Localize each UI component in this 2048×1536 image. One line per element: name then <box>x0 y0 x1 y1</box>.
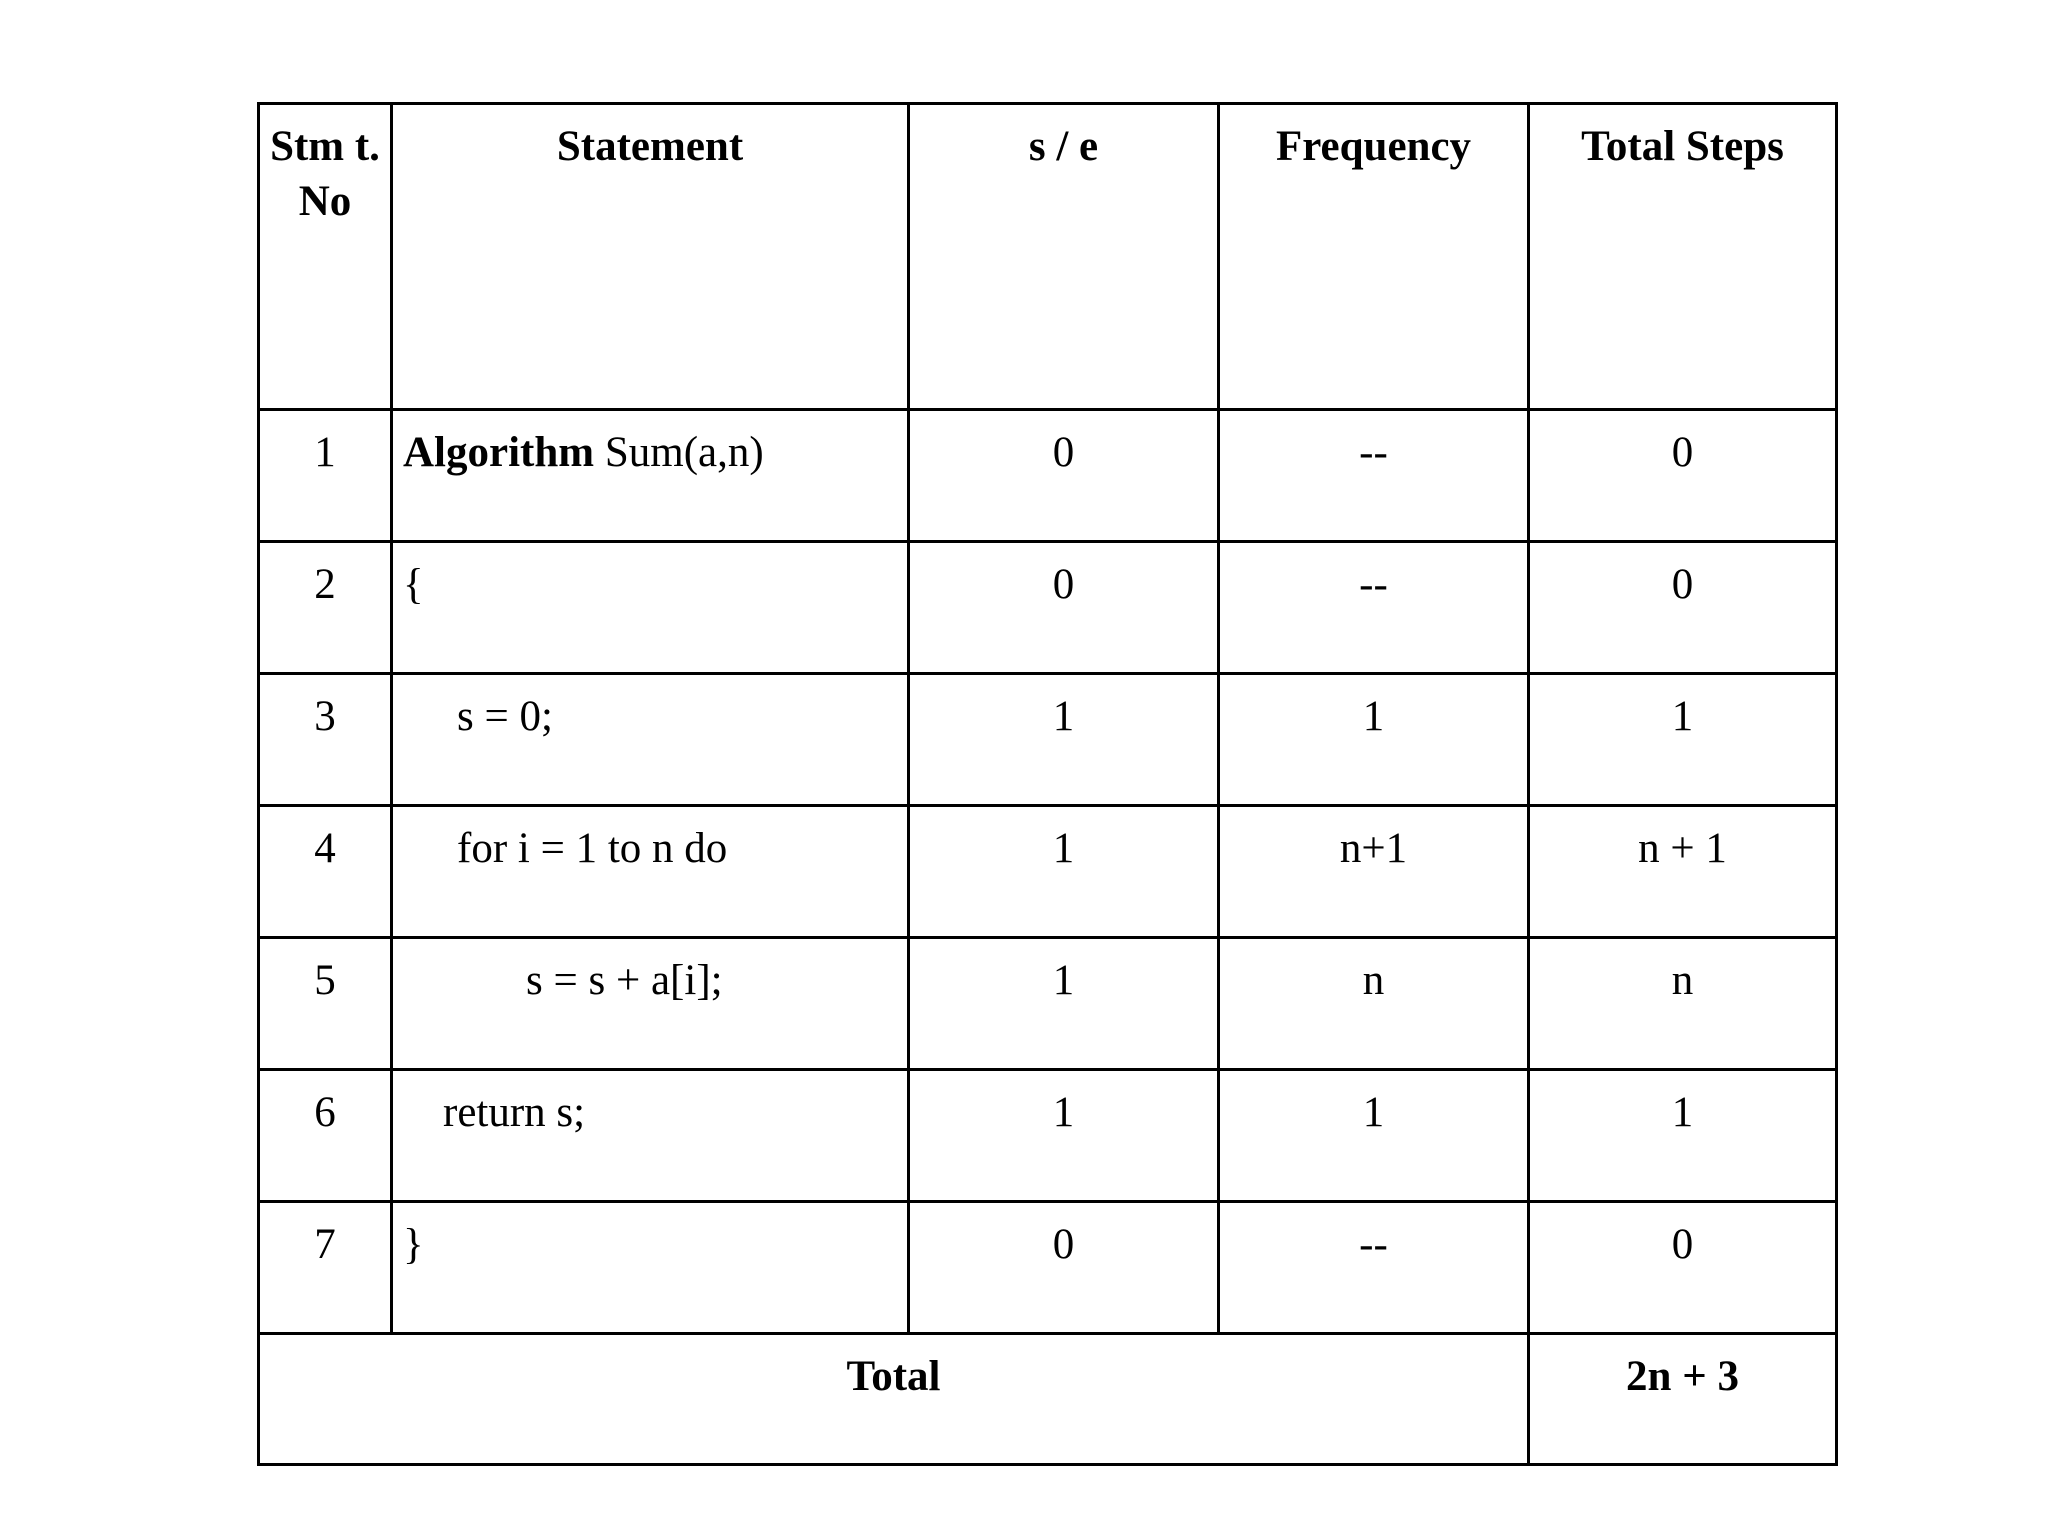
frequency-value: -- <box>1219 410 1529 542</box>
header-stmt-no: Stm t. No <box>259 104 392 410</box>
header-se: s / e <box>909 104 1219 410</box>
frequency-value: n+1 <box>1219 806 1529 938</box>
total-steps-value: 1 <box>1529 674 1837 806</box>
total-value: 2n + 3 <box>1529 1334 1837 1465</box>
statement-cell <box>392 938 909 1070</box>
se-value: 0 <box>909 410 1219 542</box>
statement-cell <box>392 410 909 542</box>
se-value: 1 <box>909 938 1219 1070</box>
table-row <box>259 674 1837 806</box>
statement-text: { <box>403 561 424 608</box>
statement-text: Sum(a,n) <box>594 429 764 476</box>
statement-cell <box>392 542 909 674</box>
statement-text: s = 0; <box>457 693 553 740</box>
se-value: 1 <box>909 1070 1219 1202</box>
table-row <box>259 1070 1837 1202</box>
total-steps-value: 0 <box>1529 410 1837 542</box>
total-steps-value: n + 1 <box>1529 806 1837 938</box>
se-value: 1 <box>909 674 1219 806</box>
table-row <box>259 806 1837 938</box>
statement-keyword: Algorithm <box>403 429 595 476</box>
statement-text: } <box>403 1221 424 1268</box>
statement-text: for i = 1 to n do <box>457 825 728 872</box>
total-steps-value: 0 <box>1529 542 1837 674</box>
frequency-value: 1 <box>1219 1070 1529 1202</box>
statement-cell <box>392 674 909 806</box>
frequency-value: n <box>1219 938 1529 1070</box>
header-total-steps: Total Steps <box>1529 104 1837 410</box>
statement-cell <box>392 1202 909 1334</box>
header-row <box>259 104 1837 410</box>
stmt-number: 1 <box>259 410 392 542</box>
statement-text: s = s + a[i]; <box>526 957 723 1004</box>
total-steps-value: 1 <box>1529 1070 1837 1202</box>
header-statement: Statement <box>392 104 909 410</box>
stmt-number: 6 <box>259 1070 392 1202</box>
stmt-number: 7 <box>259 1202 392 1334</box>
table-row <box>259 542 1837 674</box>
step-count-table <box>257 102 1838 1466</box>
stmt-number: 2 <box>259 542 392 674</box>
frequency-value: -- <box>1219 542 1529 674</box>
statement-cell <box>392 1070 909 1202</box>
header-frequency: Frequency <box>1219 104 1529 410</box>
statement-cell <box>392 806 909 938</box>
total-row <box>259 1334 1837 1465</box>
table-row <box>259 410 1837 542</box>
frequency-value: 1 <box>1219 674 1529 806</box>
se-value: 1 <box>909 806 1219 938</box>
table-row <box>259 938 1837 1070</box>
total-steps-value: n <box>1529 938 1837 1070</box>
frequency-value: -- <box>1219 1202 1529 1334</box>
total-label: Total <box>259 1334 1529 1465</box>
stmt-number: 4 <box>259 806 392 938</box>
stmt-number: 3 <box>259 674 392 806</box>
se-value: 0 <box>909 1202 1219 1334</box>
statement-text: return s; <box>443 1089 586 1136</box>
table-row <box>259 1202 1837 1334</box>
total-steps-value: 0 <box>1529 1202 1837 1334</box>
stmt-number: 5 <box>259 938 392 1070</box>
se-value: 0 <box>909 542 1219 674</box>
